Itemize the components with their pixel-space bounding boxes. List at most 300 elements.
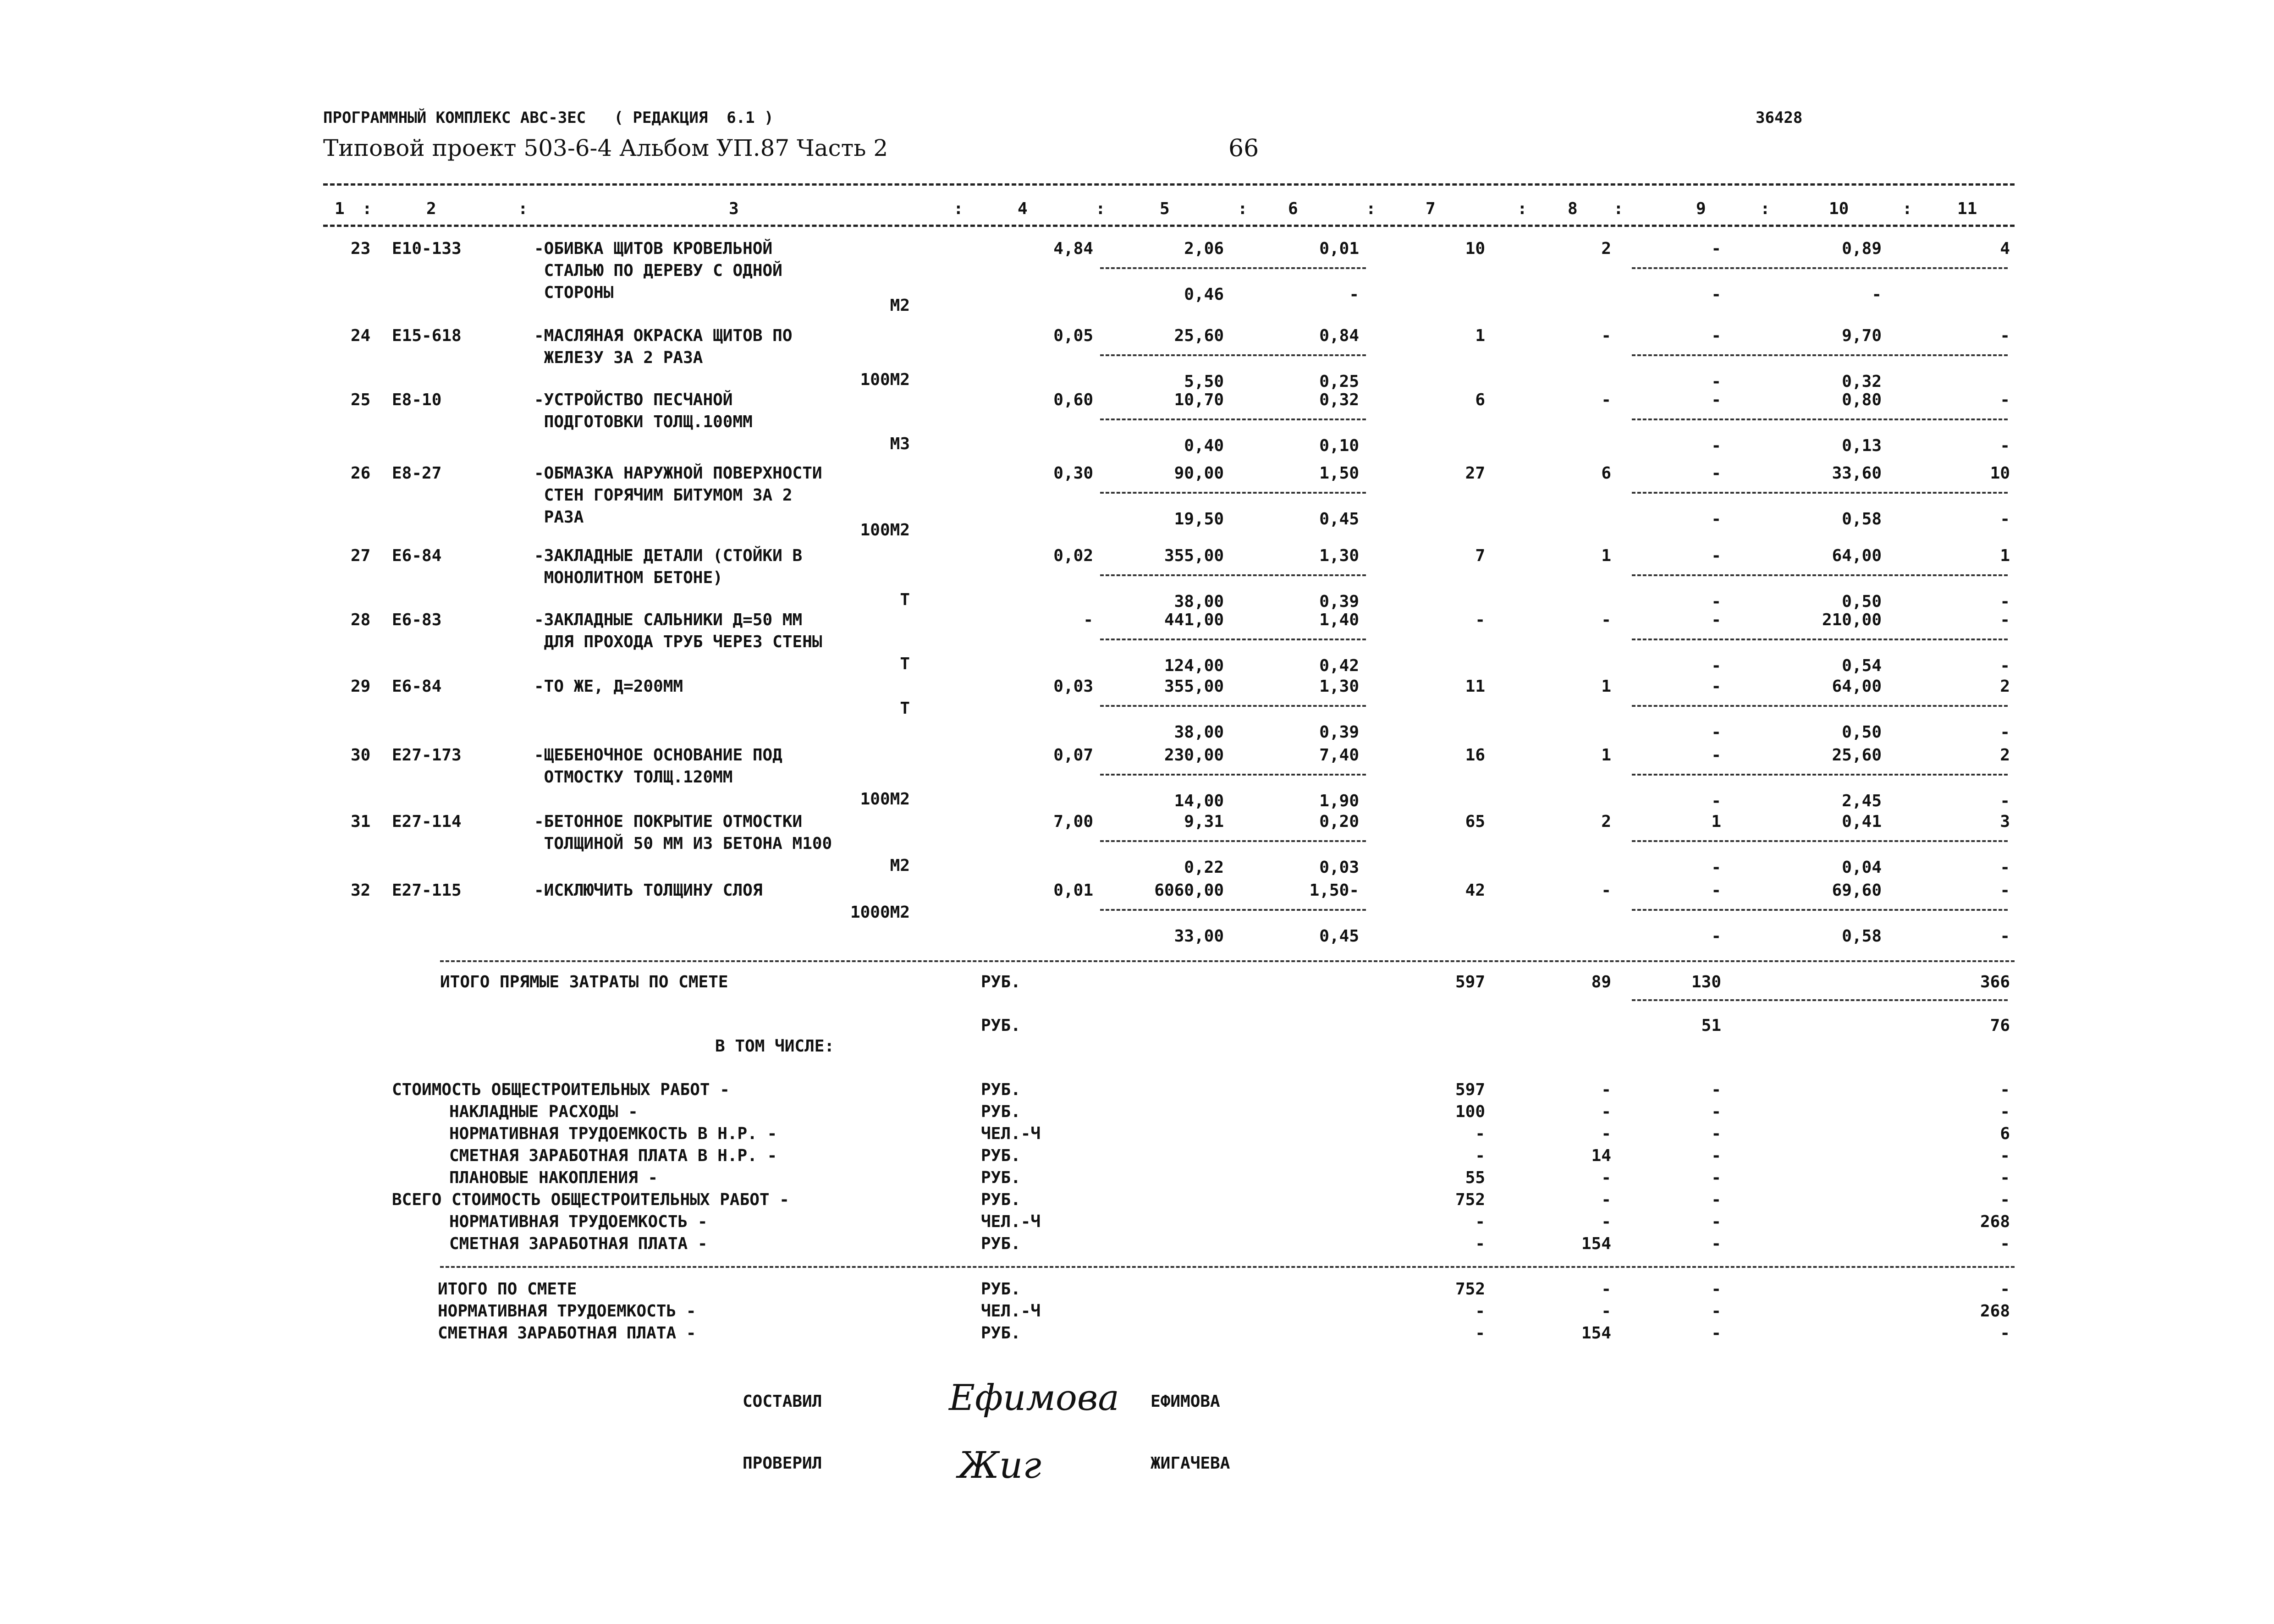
row-col10: 0,89 (1842, 239, 1882, 258)
row-subrule (1100, 574, 1366, 576)
row-sub-wages: 0,42 (1319, 656, 1359, 675)
row-quantity: 0,05 (1053, 326, 1093, 345)
summary-unit: РУБ. (981, 1234, 1021, 1253)
row-sub-wages: 0,25 (1319, 372, 1359, 391)
page-number: 66 (1228, 135, 1259, 162)
summary-total: 752 (1455, 1190, 1485, 1209)
summary-wages: 14 (1591, 1146, 1611, 1165)
row-sub-col10: 0,58 (1842, 927, 1882, 946)
summary-unit: РУБ. (981, 1190, 1021, 1209)
column-header-cell: 11 (1957, 199, 1977, 218)
row-price-wages: 0,32 (1319, 391, 1359, 409)
column-header-cell: : (518, 199, 528, 218)
row-col11: 3 (2000, 812, 2010, 831)
row-code: Е8-27 (392, 464, 442, 483)
summary-wages: - (1601, 1212, 1611, 1231)
final-col9: - (1711, 1324, 1721, 1343)
final-col9: - (1711, 1302, 1721, 1321)
row-sub-col9: - (1711, 510, 1721, 528)
row-col9: - (1711, 239, 1721, 258)
header-rule (323, 225, 2015, 227)
row-sub-col9: - (1711, 723, 1721, 742)
row-price: 25,60 (1174, 326, 1224, 345)
row-quantity: - (1083, 611, 1093, 629)
row-code: Е27-173 (392, 746, 462, 765)
row-description: СТОРОНЫ (534, 283, 614, 302)
row-price-wages: 0,01 (1319, 239, 1359, 258)
row-col10: 0,41 (1842, 812, 1882, 831)
row-quantity: 4,84 (1053, 239, 1093, 258)
row-price-wages: 1,40 (1319, 611, 1359, 629)
row-description: -ОБИВКА ЩИТОВ КРОВЕЛЬНОЙ (534, 239, 773, 258)
row-sub-col10: 0,32 (1842, 372, 1882, 391)
row-subrule (1100, 774, 1366, 776)
summary-label: СТОИМОСТЬ ОБЩЕСТРОИТЕЛЬНЫХ РАБОТ - (392, 1080, 730, 1099)
row-total: 6 (1475, 391, 1485, 409)
checked-name: ЖИГАЧЕВА (1151, 1454, 1230, 1473)
column-header-cell: 10 (1829, 199, 1849, 218)
row-total-wages: 2 (1601, 812, 1611, 831)
row-total: 10 (1465, 239, 1485, 258)
row-total-wages: 1 (1601, 746, 1611, 765)
column-header-cell: : (1096, 199, 1106, 218)
row-sub-col9: - (1711, 927, 1721, 946)
final-rule (440, 1266, 2015, 1268)
row-sub-price: 14,00 (1174, 792, 1224, 810)
row-col10: 33,60 (1832, 464, 1882, 483)
row-subrule (1632, 705, 2008, 707)
row-quantity: 0,03 (1053, 677, 1093, 696)
row-col9: 1 (1711, 812, 1721, 831)
header-doc-number: 36428 (1756, 109, 1803, 127)
row-number: 29 (351, 677, 371, 696)
row-description: РАЗА (534, 508, 584, 527)
row-price-wages: 1,30 (1319, 677, 1359, 696)
summary-col11: - (2000, 1080, 2010, 1099)
summary-unit: ЧЕЛ.-Ч (981, 1124, 1041, 1143)
summary-wages: - (1601, 1124, 1611, 1143)
row-unit: 1000М2 (850, 903, 910, 922)
row-unit: М2 (890, 856, 910, 875)
row-sub-col10: 0,13 (1842, 436, 1882, 455)
row-sub-wages: 0,45 (1319, 510, 1359, 528)
summary-col11: - (2000, 1102, 2010, 1121)
final-unit: ЧЕЛ.-Ч (981, 1302, 1041, 1321)
row-col11: - (2000, 881, 2010, 900)
row-description: ТОЛЩИНОЙ 50 ММ ИЗ БЕТОНА М100 (534, 834, 832, 853)
row-description: ПОДГОТОВКИ ТОЛЩ.100ММ (534, 413, 753, 431)
row-description: ЖЕЛЕЗУ ЗА 2 РАЗА (534, 348, 703, 367)
row-quantity: 0,02 (1053, 546, 1093, 565)
row-sub-price: 0,40 (1184, 436, 1224, 455)
row-subrule (1100, 705, 1366, 707)
direct-cost-col9: 130 (1691, 973, 1721, 991)
final-col11: - (2000, 1280, 2010, 1299)
row-sub-col11: - (2000, 723, 2010, 742)
row-sub-price: 5,50 (1184, 372, 1224, 391)
column-header-cell: 6 (1288, 199, 1298, 218)
row-sub-col11: - (2000, 436, 2010, 455)
row-subrule (1100, 840, 1366, 842)
column-header-cell: 8 (1568, 199, 1578, 218)
row-sub-wages: 0,45 (1319, 927, 1359, 946)
row-price: 9,31 (1184, 812, 1224, 831)
row-number: 28 (351, 611, 371, 629)
row-sub-col9: - (1711, 792, 1721, 810)
summary-col9: - (1711, 1234, 1721, 1253)
row-col9: - (1711, 746, 1721, 765)
direct-cost-label: ИТОГО ПРЯМЫЕ ЗАТРАТЫ ПО СМЕТЕ (440, 973, 728, 991)
row-sub-col10: 0,04 (1842, 858, 1882, 877)
row-col10: 64,00 (1832, 546, 1882, 565)
row-sub-col10: 0,50 (1842, 592, 1882, 611)
row-sub-wages: 0,39 (1319, 592, 1359, 611)
summary-wages: 154 (1581, 1234, 1611, 1253)
row-price-wages: 1,50- (1309, 881, 1359, 900)
summary-label: ВСЕГО СТОИМОСТЬ ОБЩЕСТРОИТЕЛЬНЫХ РАБОТ - (392, 1190, 789, 1209)
row-price: 90,00 (1174, 464, 1224, 483)
row-code: Е10-133 (392, 239, 462, 258)
row-number: 31 (351, 812, 371, 831)
row-total: 1 (1475, 326, 1485, 345)
summary-label: НАКЛАДНЫЕ РАСХОДЫ - (449, 1102, 638, 1121)
row-number: 27 (351, 546, 371, 565)
row-sub-col10: 0,54 (1842, 656, 1882, 675)
column-header-cell: : (1613, 199, 1624, 218)
row-subrule (1100, 354, 1366, 356)
row-col9: - (1711, 391, 1721, 409)
summary-label: НОРМАТИВНАЯ ТРУДОЕМКОСТЬ - (449, 1212, 708, 1231)
row-sub-price: 0,22 (1184, 858, 1224, 877)
checked-label: ПРОВЕРИЛ (743, 1454, 822, 1473)
direct-cost-unit: РУБ. (981, 973, 1021, 991)
final-unit: РУБ. (981, 1324, 1021, 1343)
row-subrule (1632, 840, 2008, 842)
row-price: 6060,00 (1154, 881, 1224, 900)
summary-wages: - (1601, 1102, 1611, 1121)
row-sub-col9: - (1711, 656, 1721, 675)
row-col9: - (1711, 677, 1721, 696)
column-header-cell: 1 (335, 199, 345, 218)
summary-col11: - (2000, 1146, 2010, 1165)
summary-wages: - (1601, 1080, 1611, 1099)
row-price: 10,70 (1174, 391, 1224, 409)
row-sub-col9: - (1711, 372, 1721, 391)
summary-col11: 6 (2000, 1124, 2010, 1143)
compiled-label: СОСТАВИЛ (743, 1392, 822, 1411)
row-quantity: 0,30 (1053, 464, 1093, 483)
row-code: Е8-10 (392, 391, 442, 409)
row-subrule (1632, 418, 2008, 420)
row-col11: 2 (2000, 746, 2010, 765)
row-col11: - (2000, 391, 2010, 409)
row-col9: - (1711, 611, 1721, 629)
summary-label: НОРМАТИВНАЯ ТРУДОЕМКОСТЬ В Н.Р. - (449, 1124, 777, 1143)
summary-wages: - (1601, 1190, 1611, 1209)
row-sub-col9: - (1711, 285, 1721, 304)
row-description: СТАЛЬЮ ПО ДЕРЕВУ С ОДНОЙ (534, 261, 782, 280)
row-col10: 0,80 (1842, 391, 1882, 409)
row-unit: Т (900, 699, 910, 718)
row-sub-price: 124,00 (1164, 656, 1224, 675)
column-header-cell: : (1238, 199, 1248, 218)
final-col11: - (2000, 1324, 2010, 1343)
row-subrule (1632, 492, 2008, 494)
row-total-wages: 6 (1601, 464, 1611, 483)
row-code: Е15-618 (392, 326, 462, 345)
row-price: 355,00 (1164, 677, 1224, 696)
direct-cost-total: 597 (1455, 973, 1485, 991)
row-total: 7 (1475, 546, 1485, 565)
row-col9: - (1711, 881, 1721, 900)
row-subrule (1632, 774, 2008, 776)
row-col10: 210,00 (1822, 611, 1882, 629)
column-header-cell: : (362, 199, 372, 218)
direct-cost-unit2: РУБ. (981, 1016, 1021, 1035)
row-subrule (1100, 492, 1366, 494)
row-subrule (1100, 909, 1366, 911)
summary-unit: РУБ. (981, 1102, 1021, 1121)
final-total: - (1475, 1324, 1485, 1343)
row-price-wages: 1,30 (1319, 546, 1359, 565)
row-col10: 25,60 (1832, 746, 1882, 765)
final-wages: - (1601, 1302, 1611, 1321)
checked-signature: Жиг (958, 1444, 1041, 1486)
row-description: -ИСКЛЮЧИТЬ ТОЛЩИНУ СЛОЯ (534, 881, 763, 900)
row-unit: 100М2 (860, 521, 910, 539)
row-number: 23 (351, 239, 371, 258)
row-subrule (1632, 267, 2008, 269)
summary-col9: - (1711, 1212, 1721, 1231)
row-description: ДЛЯ ПРОХОДА ТРУБ ЧЕРЕЗ СТЕНЫ (534, 633, 822, 651)
summary-total: 597 (1455, 1080, 1485, 1099)
row-sub-col9: - (1711, 858, 1721, 877)
row-unit: 100М2 (860, 790, 910, 809)
row-sub-wages: 0,03 (1319, 858, 1359, 877)
row-sub-wages: - (1349, 285, 1359, 304)
row-code: Е27-114 (392, 812, 462, 831)
summary-col9: - (1711, 1146, 1721, 1165)
row-price-wages: 1,50 (1319, 464, 1359, 483)
row-unit: Т (900, 655, 910, 673)
final-wages: - (1601, 1280, 1611, 1299)
row-sub-col10: - (1872, 285, 1882, 304)
summary-total: - (1475, 1146, 1485, 1165)
row-sub-wages: 1,90 (1319, 792, 1359, 810)
row-sub-price: 38,00 (1174, 592, 1224, 611)
summary-col9: - (1711, 1102, 1721, 1121)
summary-col9: - (1711, 1124, 1721, 1143)
row-total-wages: - (1601, 611, 1611, 629)
row-unit: 100М2 (860, 370, 910, 389)
row-description: ОТМОСТКУ ТОЛЩ.120ММ (534, 768, 733, 787)
header-project: Типовой проект 503-6-4 Альбом УП.87 Часть 2 (323, 135, 888, 161)
direct-subrule (1632, 999, 2008, 1001)
row-code: Е6-83 (392, 611, 442, 629)
including-label: В ТОМ ЧИСЛЕ: (715, 1037, 835, 1056)
row-price-wages: 7,40 (1319, 746, 1359, 765)
row-price: 230,00 (1164, 746, 1224, 765)
summary-label: СМЕТНАЯ ЗАРАБОТНАЯ ПЛАТА В Н.Р. - (449, 1146, 777, 1165)
summary-unit: РУБ. (981, 1146, 1021, 1165)
row-description: -БЕТОННОЕ ПОКРЫТИЕ ОТМОСТКИ (534, 812, 803, 831)
column-header-cell: : (953, 199, 964, 218)
final-label: СМЕТНАЯ ЗАРАБОТНАЯ ПЛАТА - (438, 1324, 696, 1343)
final-col11: 268 (1980, 1302, 2010, 1321)
row-code: Е6-84 (392, 677, 442, 696)
summary-col11: - (2000, 1234, 2010, 1253)
row-quantity: 0,07 (1053, 746, 1093, 765)
summary-total: 55 (1465, 1168, 1485, 1187)
row-description: МОНОЛИТНОМ БЕТОНЕ) (534, 568, 723, 587)
row-sub-wages: 0,39 (1319, 723, 1359, 742)
row-description: -ТО ЖЕ, Д=200ММ (534, 677, 683, 696)
row-subrule (1632, 574, 2008, 576)
summary-total: 100 (1455, 1102, 1485, 1121)
direct-cost-col11: 366 (1980, 973, 2010, 991)
row-sub-price: 38,00 (1174, 723, 1224, 742)
row-total: - (1475, 611, 1485, 629)
row-price-wages: 0,20 (1319, 812, 1359, 831)
summary-unit: РУБ. (981, 1080, 1021, 1099)
row-description: -УСТРОЙСТВО ПЕСЧАНОЙ (534, 391, 733, 409)
final-total: - (1475, 1302, 1485, 1321)
row-description: -ЗАКЛАДНЫЕ ДЕТАЛИ (СТОЙКИ В (534, 546, 803, 565)
row-sub-price: 33,00 (1174, 927, 1224, 946)
row-subrule (1632, 909, 2008, 911)
row-col11: 10 (1990, 464, 2010, 483)
row-number: 26 (351, 464, 371, 483)
row-sub-col10: 2,45 (1842, 792, 1882, 810)
column-header-cell: : (1517, 199, 1527, 218)
summary-label: ПЛАНОВЫЕ НАКОПЛЕНИЯ - (449, 1168, 658, 1187)
row-col11: - (2000, 611, 2010, 629)
summary-wages: - (1601, 1168, 1611, 1187)
row-price: 441,00 (1164, 611, 1224, 629)
final-label: ИТОГО ПО СМЕТЕ (438, 1280, 577, 1299)
row-subrule (1100, 267, 1366, 269)
summary-total: - (1475, 1234, 1485, 1253)
row-sub-price: 0,46 (1184, 285, 1224, 304)
row-subrule (1632, 639, 2008, 640)
row-sub-col11: - (2000, 927, 2010, 946)
row-number: 30 (351, 746, 371, 765)
row-sub-col9: - (1711, 436, 1721, 455)
summary-unit: ЧЕЛ.-Ч (981, 1212, 1041, 1231)
row-price: 355,00 (1164, 546, 1224, 565)
row-quantity: 0,01 (1053, 881, 1093, 900)
direct-cost-wages: 89 (1591, 973, 1611, 991)
row-sub-wages: 0,10 (1319, 436, 1359, 455)
row-quantity: 0,60 (1053, 391, 1093, 409)
row-subrule (1100, 418, 1366, 420)
compiled-signature: Ефимова (949, 1377, 1119, 1419)
row-sub-col9: - (1711, 592, 1721, 611)
compiled-name: ЕФИМОВА (1151, 1392, 1220, 1411)
row-total-wages: 1 (1601, 677, 1611, 696)
row-description: -ЩЕБЕНОЧНОЕ ОСНОВАНИЕ ПОД (534, 746, 782, 765)
column-header-cell: 7 (1426, 199, 1436, 218)
row-description: -ЗАКЛАДНЫЕ САЛЬНИКИ Д=50 ММ (534, 611, 803, 629)
row-description: -ОБМАЗКА НАРУЖНОЙ ПОВЕРХНОСТИ (534, 464, 822, 483)
row-subrule (1100, 639, 1366, 640)
final-unit: РУБ. (981, 1280, 1021, 1299)
summary-label: СМЕТНАЯ ЗАРАБОТНАЯ ПЛАТА - (449, 1234, 708, 1253)
column-header-cell: : (1760, 199, 1770, 218)
row-col10: 9,70 (1842, 326, 1882, 345)
row-col11: 4 (2000, 239, 2010, 258)
row-total: 65 (1465, 812, 1485, 831)
row-total: 11 (1465, 677, 1485, 696)
header-program: ПРОГРАММНЫЙ КОМПЛЕКС АВС-3ЕС ( РЕДАКЦИЯ 6.1 ) (323, 109, 774, 127)
summary-col9: - (1711, 1080, 1721, 1099)
summary-col11: 268 (1980, 1212, 2010, 1231)
row-sub-col10: 0,58 (1842, 510, 1882, 528)
row-sub-col10: 0,50 (1842, 723, 1882, 742)
row-code: Е6-84 (392, 546, 442, 565)
row-sub-col11: - (2000, 592, 2010, 611)
row-col9: - (1711, 546, 1721, 565)
column-header-cell: : (1366, 199, 1376, 218)
row-unit: М2 (890, 296, 910, 315)
row-number: 32 (351, 881, 371, 900)
row-sub-col11: - (2000, 792, 2010, 810)
row-total: 42 (1465, 881, 1485, 900)
final-label: НОРМАТИВНАЯ ТРУДОЕМКОСТЬ - (438, 1302, 696, 1321)
top-rule (323, 183, 2015, 186)
row-sub-col11: - (2000, 656, 2010, 675)
row-total-wages: - (1601, 391, 1611, 409)
row-total-wages: - (1601, 326, 1611, 345)
final-col9: - (1711, 1280, 1721, 1299)
row-description: -МАСЛЯНАЯ ОКРАСКА ЩИТОВ ПО (534, 326, 793, 345)
row-col10: 69,60 (1832, 881, 1882, 900)
summary-col9: - (1711, 1190, 1721, 1209)
row-quantity: 7,00 (1053, 812, 1093, 831)
row-total: 27 (1465, 464, 1485, 483)
row-total: 16 (1465, 746, 1485, 765)
summary-unit: РУБ. (981, 1168, 1021, 1187)
direct-cost-col11b: 76 (1990, 1016, 2010, 1035)
column-header-cell: : (1902, 199, 1912, 218)
final-total: 752 (1455, 1280, 1485, 1299)
column-header-cell: 4 (1018, 199, 1028, 218)
row-unit: М3 (890, 435, 910, 453)
row-total-wages: - (1601, 881, 1611, 900)
row-col9: - (1711, 326, 1721, 345)
row-price: 2,06 (1184, 239, 1224, 258)
row-col11: 1 (2000, 546, 2010, 565)
summary-col9: - (1711, 1168, 1721, 1187)
column-header-cell: 5 (1160, 199, 1170, 218)
direct-cost-col9b: 51 (1701, 1016, 1721, 1035)
row-col11: - (2000, 326, 2010, 345)
summary-col11: - (2000, 1190, 2010, 1209)
final-wages: 154 (1581, 1324, 1611, 1343)
row-code: Е27-115 (392, 881, 462, 900)
row-price-wages: 0,84 (1319, 326, 1359, 345)
row-col9: - (1711, 464, 1721, 483)
row-description: СТЕН ГОРЯЧИМ БИТУМОМ ЗА 2 (534, 486, 793, 505)
column-header-cell: 2 (426, 199, 436, 218)
row-sub-col11: - (2000, 858, 2010, 877)
row-sub-price: 19,50 (1174, 510, 1224, 528)
row-total-wages: 2 (1601, 239, 1611, 258)
row-sub-col11: - (2000, 510, 2010, 528)
summary-total: - (1475, 1124, 1485, 1143)
row-total-wages: 1 (1601, 546, 1611, 565)
row-unit: Т (900, 590, 910, 609)
